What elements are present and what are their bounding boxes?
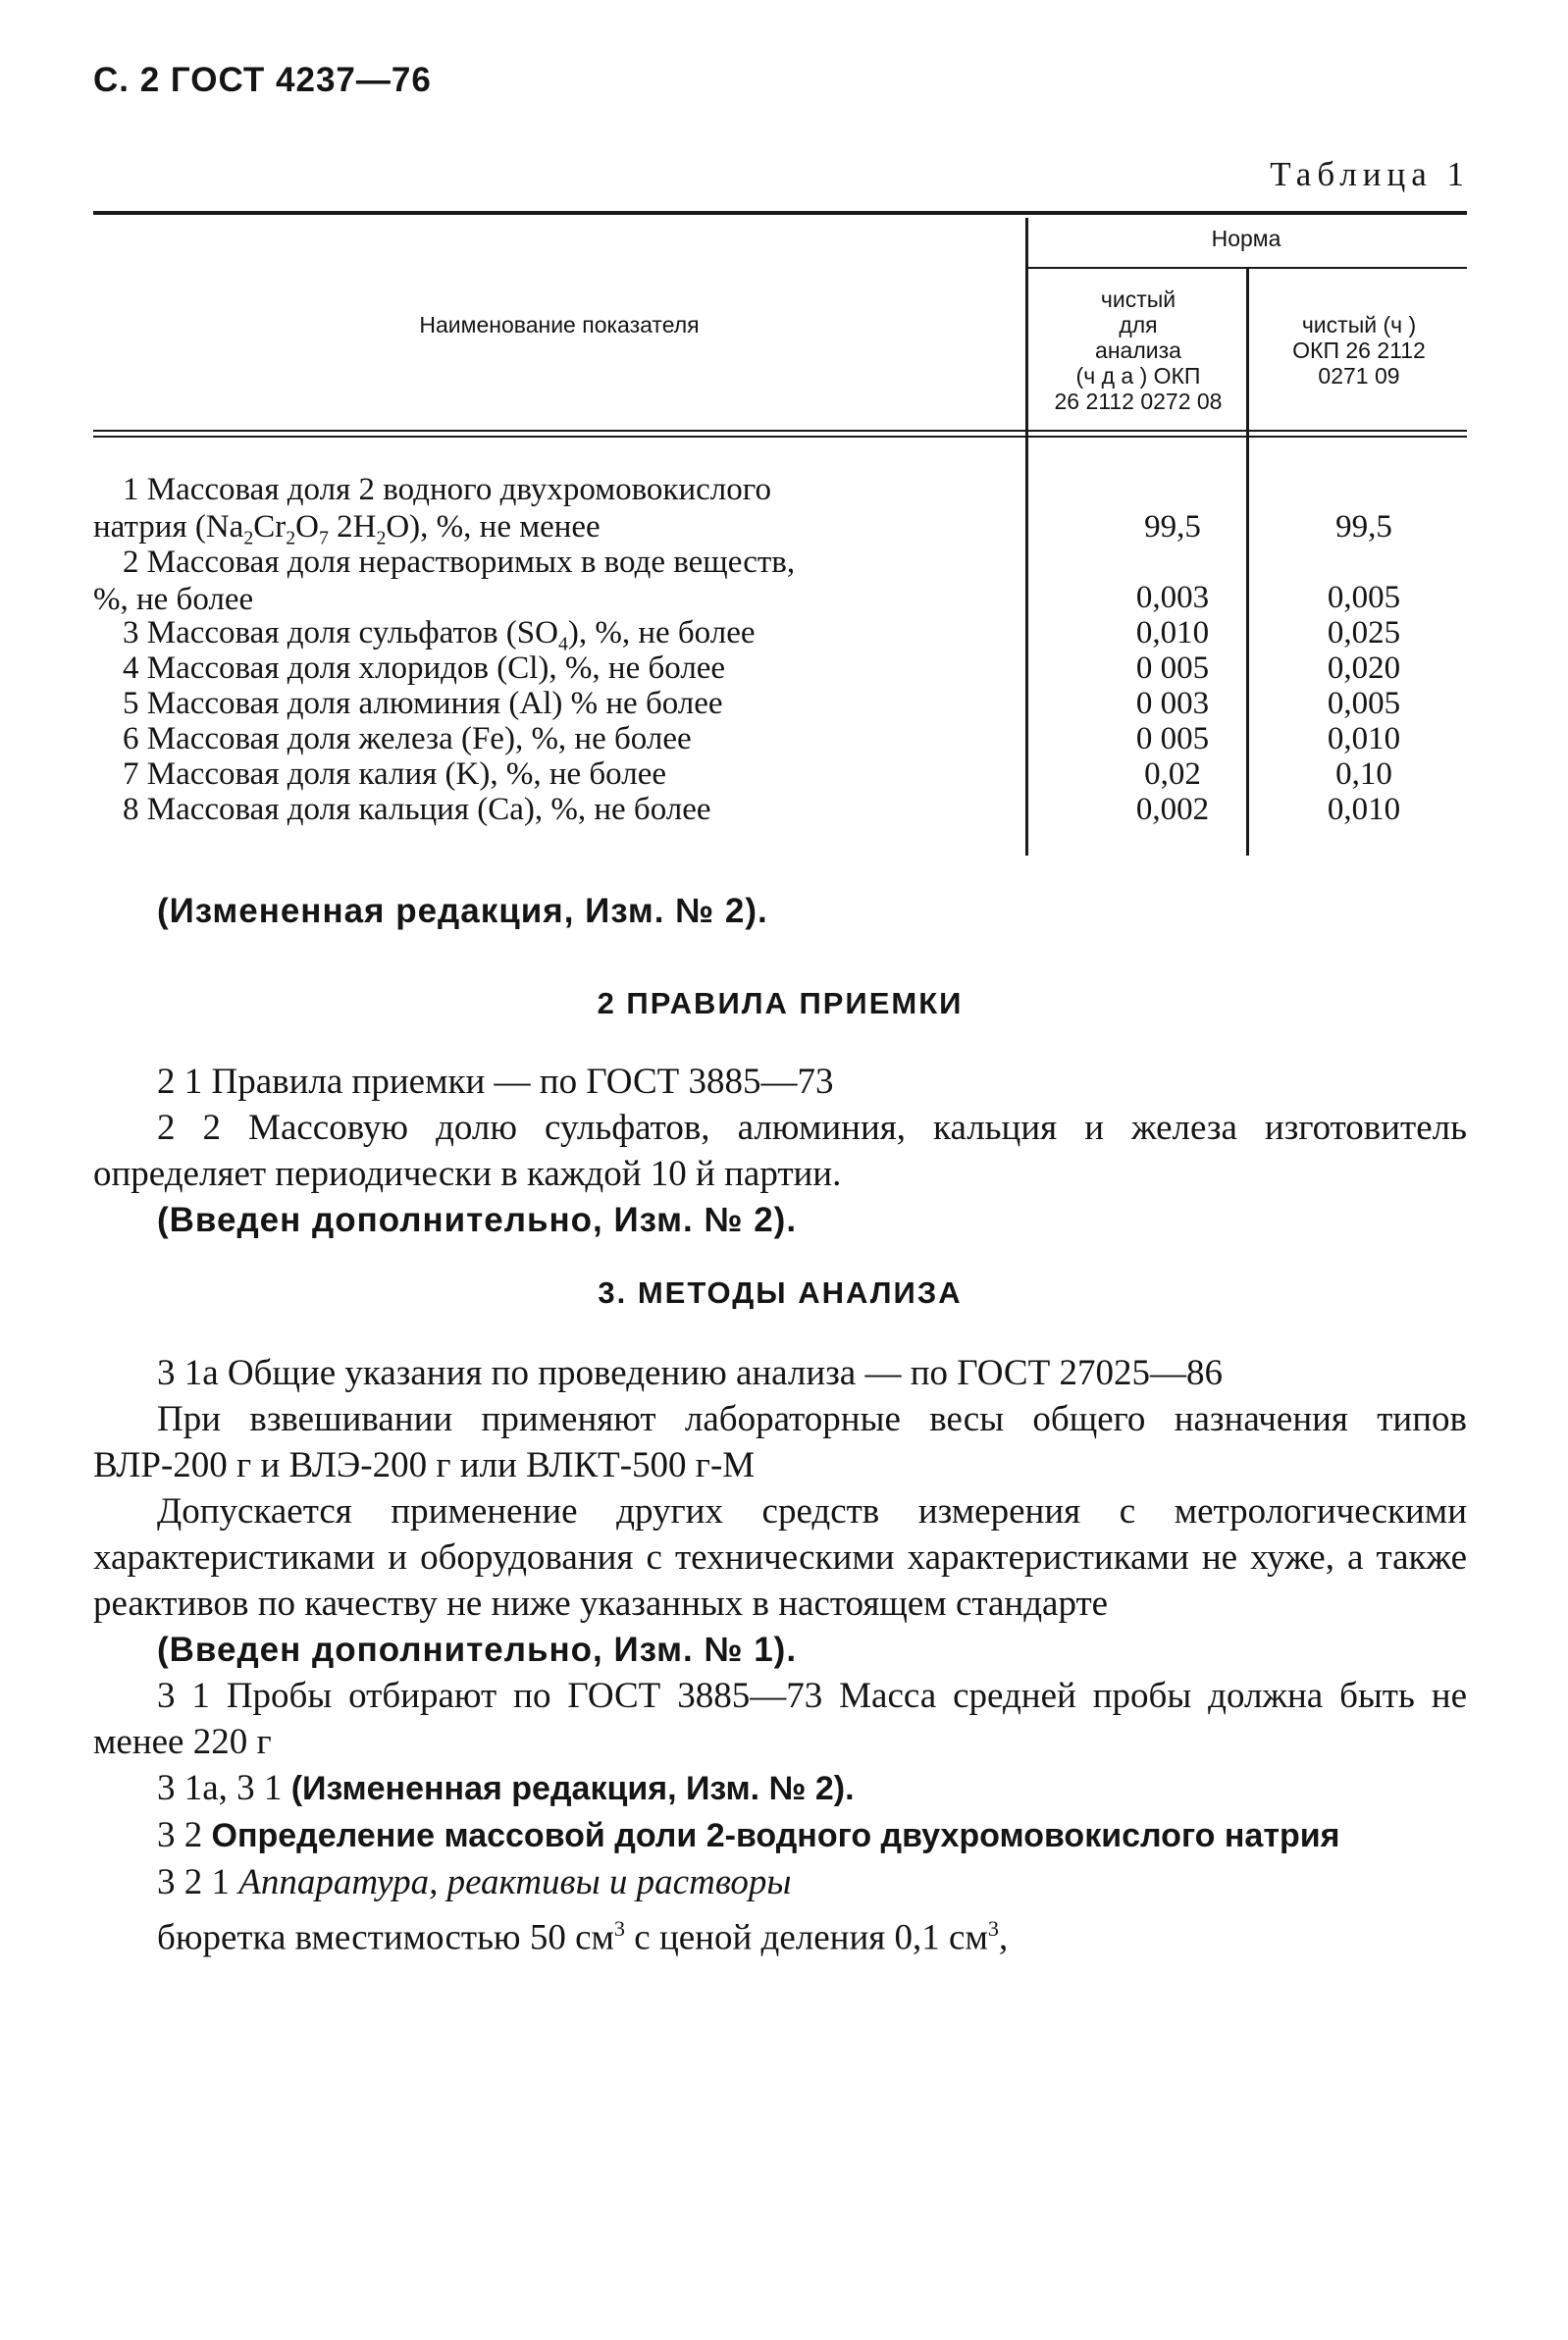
row-name-line: 8 Массовая доля кальция (Ca), %, не более [123, 792, 711, 827]
row-name-line: 2 Массовая доля нерастворимых в воде веществ, [123, 545, 796, 580]
table-cell: 0,02 [1144, 756, 1201, 792]
table-row-name [93, 544, 1020, 618]
col2-header [1251, 312, 1467, 389]
amendment-note-text: (Измененная редакция, Изм. № 2). [157, 892, 768, 930]
section-heading: 2 ПРАВИЛА ПРИЕМКИ [597, 986, 964, 1020]
table-cell: 99,5 [1144, 509, 1201, 545]
header-bottom-rule-2 [93, 436, 1467, 438]
paragraph [93, 1812, 1467, 1859]
col-name-header: Наименование показателя [419, 312, 700, 338]
row-name-line: 7 Массовая доля калия (K), %, не более [123, 756, 667, 792]
table-row-name [93, 755, 1020, 793]
clause-number: 3 1а, 3 1 [157, 1768, 283, 1808]
paragraph: 2 1 Правила приемки — по ГОСТ 3885—73 [157, 1062, 834, 1102]
clause-number: 3 2 1 [157, 1862, 230, 1902]
clause-title: Определение массовой доли 2-водного двухромовокислого натрия [211, 1817, 1340, 1854]
table-cell: 99,5 [1335, 509, 1392, 545]
col1-header-line: 26 2112 0272 08 [1054, 389, 1223, 414]
page-header: С. 2 ГОСТ 4237—76 [93, 61, 432, 99]
section-3 [93, 1275, 1467, 1960]
paragraph [93, 1859, 1467, 1905]
table-row-name [93, 720, 1020, 757]
row-name-line: %, не более [93, 582, 254, 617]
norm-header: Норма [1211, 226, 1281, 251]
paragraph: 3 1а Общие указания по проведению анализа — по ГОСТ 27025—86 [157, 1353, 1223, 1393]
amendment-note-text: (Введен дополнительно, Изм. № 2). [157, 1201, 798, 1239]
amendment-note [93, 888, 1467, 934]
col1-header [1035, 286, 1241, 414]
table-cell: 0,025 [1327, 615, 1401, 650]
table-cell: 0,003 [1135, 580, 1210, 615]
header-bottom-rule-1 [93, 430, 1467, 432]
paragraph: Допускается применение других средств измерения с метрологическими характеристиками и оборудования с техническими характеристиками не хуже, а также реактивов по качеству не ниже указанных в настоящем стандарте [93, 1491, 1467, 1624]
table-top-rule [93, 211, 1467, 215]
table-cell: 0,005 [1327, 580, 1401, 615]
table-row-name [93, 650, 1020, 687]
table-cell: 0,002 [1135, 792, 1210, 827]
table-cell: 0,010 [1327, 721, 1401, 756]
clause-number: 3 2 [157, 1815, 203, 1855]
row-name-line: 5 Массовая доля алюминия (Al) % не более [123, 686, 723, 721]
table-cell: 0 003 [1135, 686, 1210, 721]
col1-header-line: (ч д а ) ОКП [1075, 363, 1201, 389]
paragraph: При взвешивании применяют лабораторные весы общего назначения типов ВЛР-200 г и ВЛЭ-200 г или ВЛКТ-500 г-М [93, 1399, 1467, 1485]
table-cell: 0,020 [1327, 650, 1401, 686]
amendment-note-text: (Введен дополнительно, Изм. № 1). [157, 1631, 798, 1669]
col2-header-line: ОКП 26 2112 [1292, 338, 1426, 363]
col1-header-line: для [1119, 312, 1158, 338]
col2-header-line: 0271 09 [1318, 363, 1400, 389]
paragraph: 3 1 Пробы отбирают по ГОСТ 3885—73 Масса средней пробы должна быть не менее 220 г [93, 1676, 1467, 1762]
table-cell: 0,10 [1335, 756, 1392, 792]
row-name-line: 1 Массовая доля 2 водного двухромовокислого [123, 472, 771, 507]
table-row-name [93, 791, 1020, 828]
table-cell: 0,010 [1135, 615, 1210, 650]
table-caption: Таблица 1 [1270, 155, 1470, 193]
table-1 [93, 208, 1467, 856]
col1-header-line: анализа [1095, 338, 1181, 363]
row-name-line: 3 Массовая доля сульфатов $(SO_4)$, %, не более [123, 615, 756, 655]
section-2 [93, 986, 1467, 1243]
row-name-line: 6 Массовая доля железа (Fe), %, не более [123, 721, 692, 756]
row-name-line: 4 Массовая доля хлоридов (Cl), %, не более [123, 650, 726, 686]
section-heading: 3. МЕТОДЫ АНАЛИЗА [598, 1275, 963, 1310]
table-row-name [93, 685, 1020, 722]
row-name-line: натрия ($Na_2Cr_2O_7$ $2H_2O$), %, не менее [93, 509, 601, 549]
paragraph: бюретка вместимостью 50 $см^3$ с ценой деления 0,1 $см^3$, [157, 1916, 1009, 1958]
table-cell: 0 005 [1135, 721, 1210, 756]
amendment-note-text: (Измененная редакция, Изм. № 2). [290, 1770, 855, 1807]
table-cell: 0,005 [1327, 686, 1401, 721]
col1-header-line: чистый [1100, 286, 1176, 312]
table-cell: 0,010 [1327, 792, 1401, 827]
clause-title: Аппаратура, реактивы и растворы [238, 1862, 792, 1902]
col2-header-line: чистый (ч ) [1301, 312, 1417, 338]
table-cell: 0 005 [1135, 650, 1210, 686]
paragraph [93, 1765, 1467, 1812]
table-vline-1 [1025, 218, 1028, 856]
paragraph: 2 2 Массовую долю сульфатов, алюминия, кальция и железа изготовитель определяет периодически в каждой 10 й партии. [93, 1108, 1467, 1194]
